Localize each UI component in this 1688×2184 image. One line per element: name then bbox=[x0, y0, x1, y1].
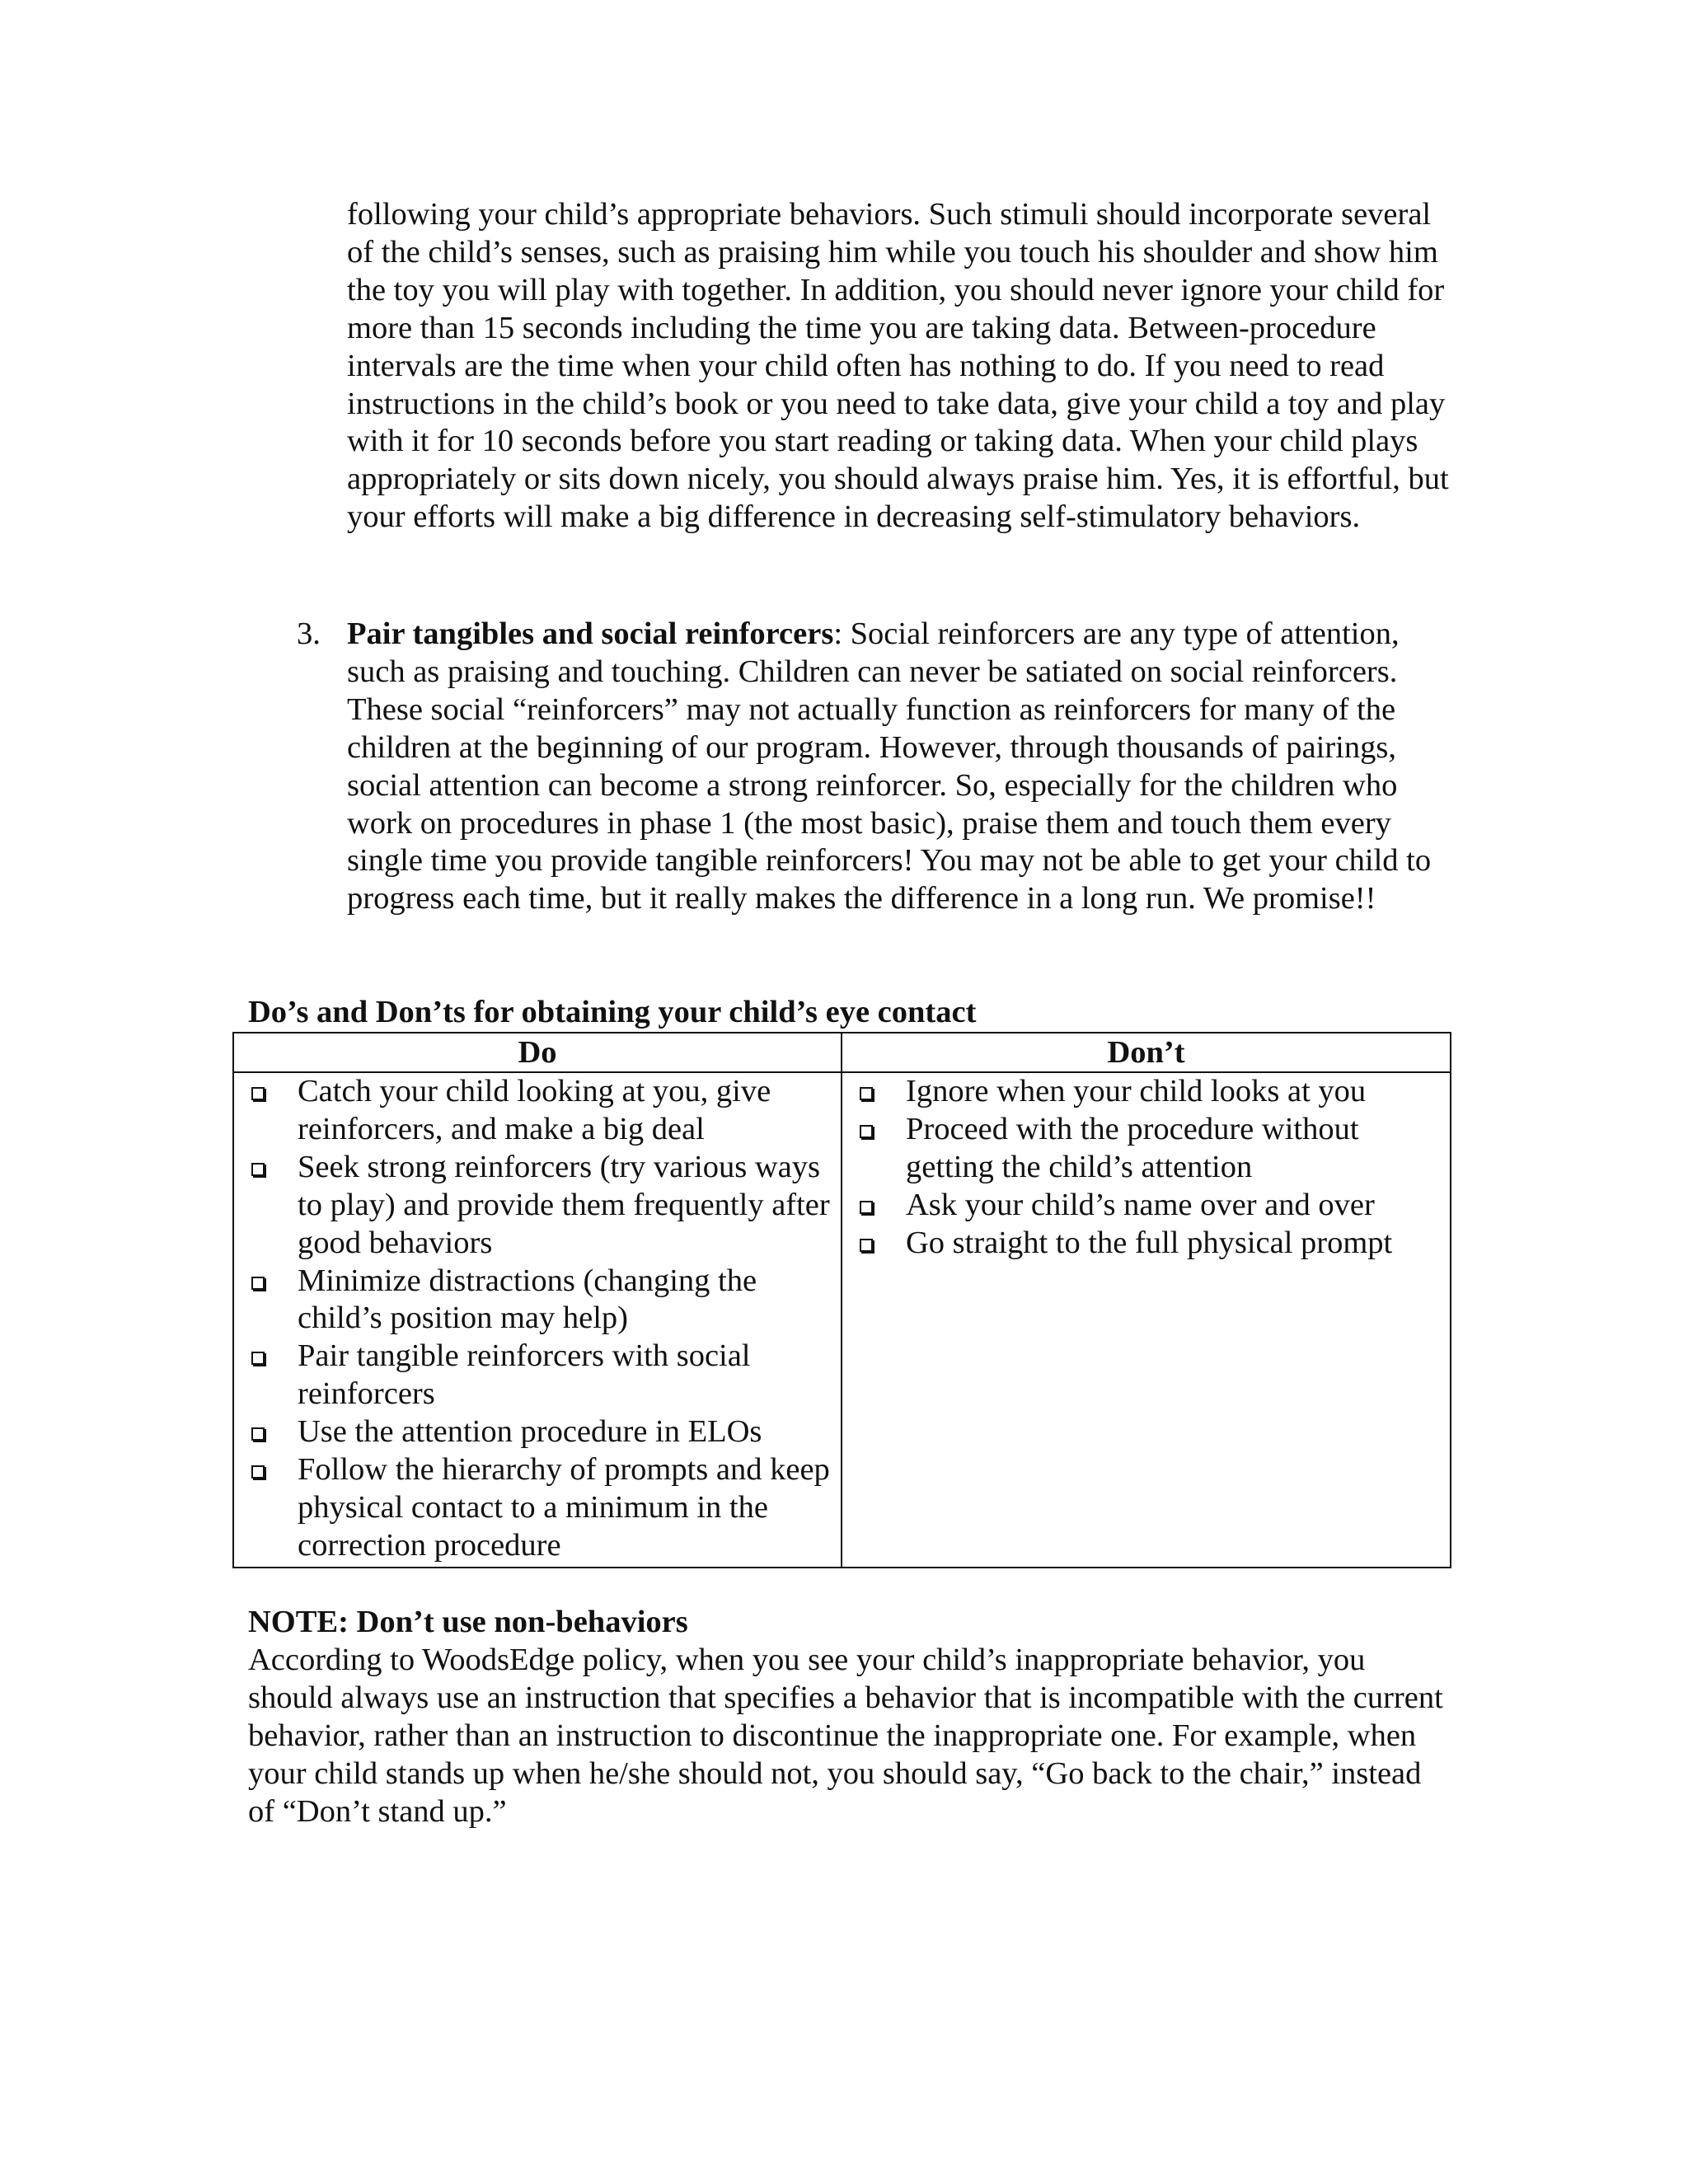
checkbox-bullet-icon bbox=[251, 1465, 265, 1479]
dont-item-text: Go straight to the full physical prompt bbox=[906, 1225, 1393, 1260]
dont-list bbox=[842, 1073, 1450, 1263]
table-title: Do’s and Don’ts for obtaining your child’s eye contact bbox=[248, 995, 977, 1029]
do-column-header: Do bbox=[233, 1033, 842, 1072]
list-item bbox=[234, 1073, 841, 1149]
checkbox-bullet-icon bbox=[860, 1125, 873, 1138]
dos-donts-table bbox=[232, 1032, 1451, 1568]
do-item-text: Pair tangible reinforcers with social reinforcers bbox=[298, 1338, 751, 1412]
checkbox-bullet-icon bbox=[860, 1239, 873, 1252]
list-item-text: : Social reinforcers are any type of attention, such as praising and touching. Children can never be satiated on social reinforcers. These social “reinforcers” may not actually function as reinforcers for many of the children at the beginning of our program. However, through thousands of pairings, social attention can become a strong reinforcer. So, especially for the children who work on procedures in phase 1 (the most basic), praise them and touch them every single time you provide tangible reinforcers! You may not be able to get your child to progress each time, but it really makes the difference in a long run. We promise!! bbox=[347, 616, 1432, 916]
list-item bbox=[842, 1225, 1450, 1263]
list-item bbox=[234, 1451, 841, 1565]
do-item-text: Use the attention procedure in ELOs bbox=[298, 1414, 762, 1450]
note-title: NOTE: Don’t use non-behaviors bbox=[248, 1605, 688, 1639]
list-item-body bbox=[347, 616, 1451, 918]
dont-item-text: Proceed with the procedure without getting the child’s attention bbox=[906, 1111, 1359, 1184]
list-item bbox=[842, 1111, 1450, 1187]
checkbox-bullet-icon bbox=[251, 1163, 265, 1176]
do-list bbox=[234, 1073, 841, 1565]
list-item bbox=[842, 1187, 1450, 1225]
do-item-text: Follow the hierarchy of prompts and keep physical contact to a minimum in the correction procedure bbox=[298, 1452, 830, 1563]
do-cell bbox=[233, 1072, 842, 1568]
note-body: According to WoodsEdge policy, when you see your child’s inappropriate behavior, you should always use an instruction that specifies a behavior that is incompatible with the current behavior, rather than an instruction to discontinue the inappropriate one. For example, when your child stands up when he/she should not, you should say, “Go back to the chair,” instead of “Don’t stand up.” bbox=[248, 1643, 1443, 1829]
checkbox-bullet-icon bbox=[251, 1427, 265, 1441]
list-item bbox=[234, 1263, 841, 1338]
checkbox-bullet-icon bbox=[251, 1087, 265, 1100]
list-item-heading: Pair tangibles and social reinforcers bbox=[347, 616, 834, 651]
table-row bbox=[233, 1072, 1451, 1568]
checkbox-bullet-icon bbox=[860, 1087, 873, 1100]
checkbox-bullet-icon bbox=[251, 1277, 265, 1290]
list-item bbox=[234, 1338, 841, 1413]
list-item-3 bbox=[297, 616, 1451, 918]
dont-column-header: Don’t bbox=[842, 1033, 1451, 1072]
list-item-number: 3. bbox=[297, 616, 321, 651]
table-header-row bbox=[233, 1033, 1451, 1072]
list-item bbox=[234, 1149, 841, 1263]
checkbox-bullet-icon bbox=[860, 1201, 873, 1214]
do-item-text: Catch your child looking at you, give reinforcers, and make a big deal bbox=[298, 1074, 771, 1146]
do-item-text: Minimize distractions (changing the child’s position may help) bbox=[298, 1263, 757, 1336]
list-item bbox=[234, 1413, 841, 1451]
list-item bbox=[842, 1073, 1450, 1111]
dont-item-text: Ignore when your child looks at you bbox=[906, 1074, 1367, 1108]
dont-item-text: Ask your child’s name over and over bbox=[906, 1187, 1375, 1222]
checkbox-bullet-icon bbox=[251, 1352, 265, 1365]
dont-cell bbox=[842, 1072, 1451, 1568]
do-item-text: Seek strong reinforcers (try various ways to play) and provide them frequently after good behaviors bbox=[298, 1149, 830, 1260]
continuation-paragraph: following your child’s appropriate behaviors. Such stimuli should incorporate several of the child’s senses, such as praising him while you touch his shoulder and show him the toy you will play with together. In addition, you should never ignore your child for more than 15 seconds including the time you are taking data. Between-procedure intervals are the time when your child often has nothing to do. If you need to read instructions in the child’s book or you need to take data, give your child a toy and play with it for 10 seconds before you start reading or taking data. When your child plays appropriately or sits down nicely, you should always praise him. Yes, it is effortful, but your efforts will make a big difference in decreasing self-stimulatory behaviors. bbox=[347, 197, 1449, 535]
